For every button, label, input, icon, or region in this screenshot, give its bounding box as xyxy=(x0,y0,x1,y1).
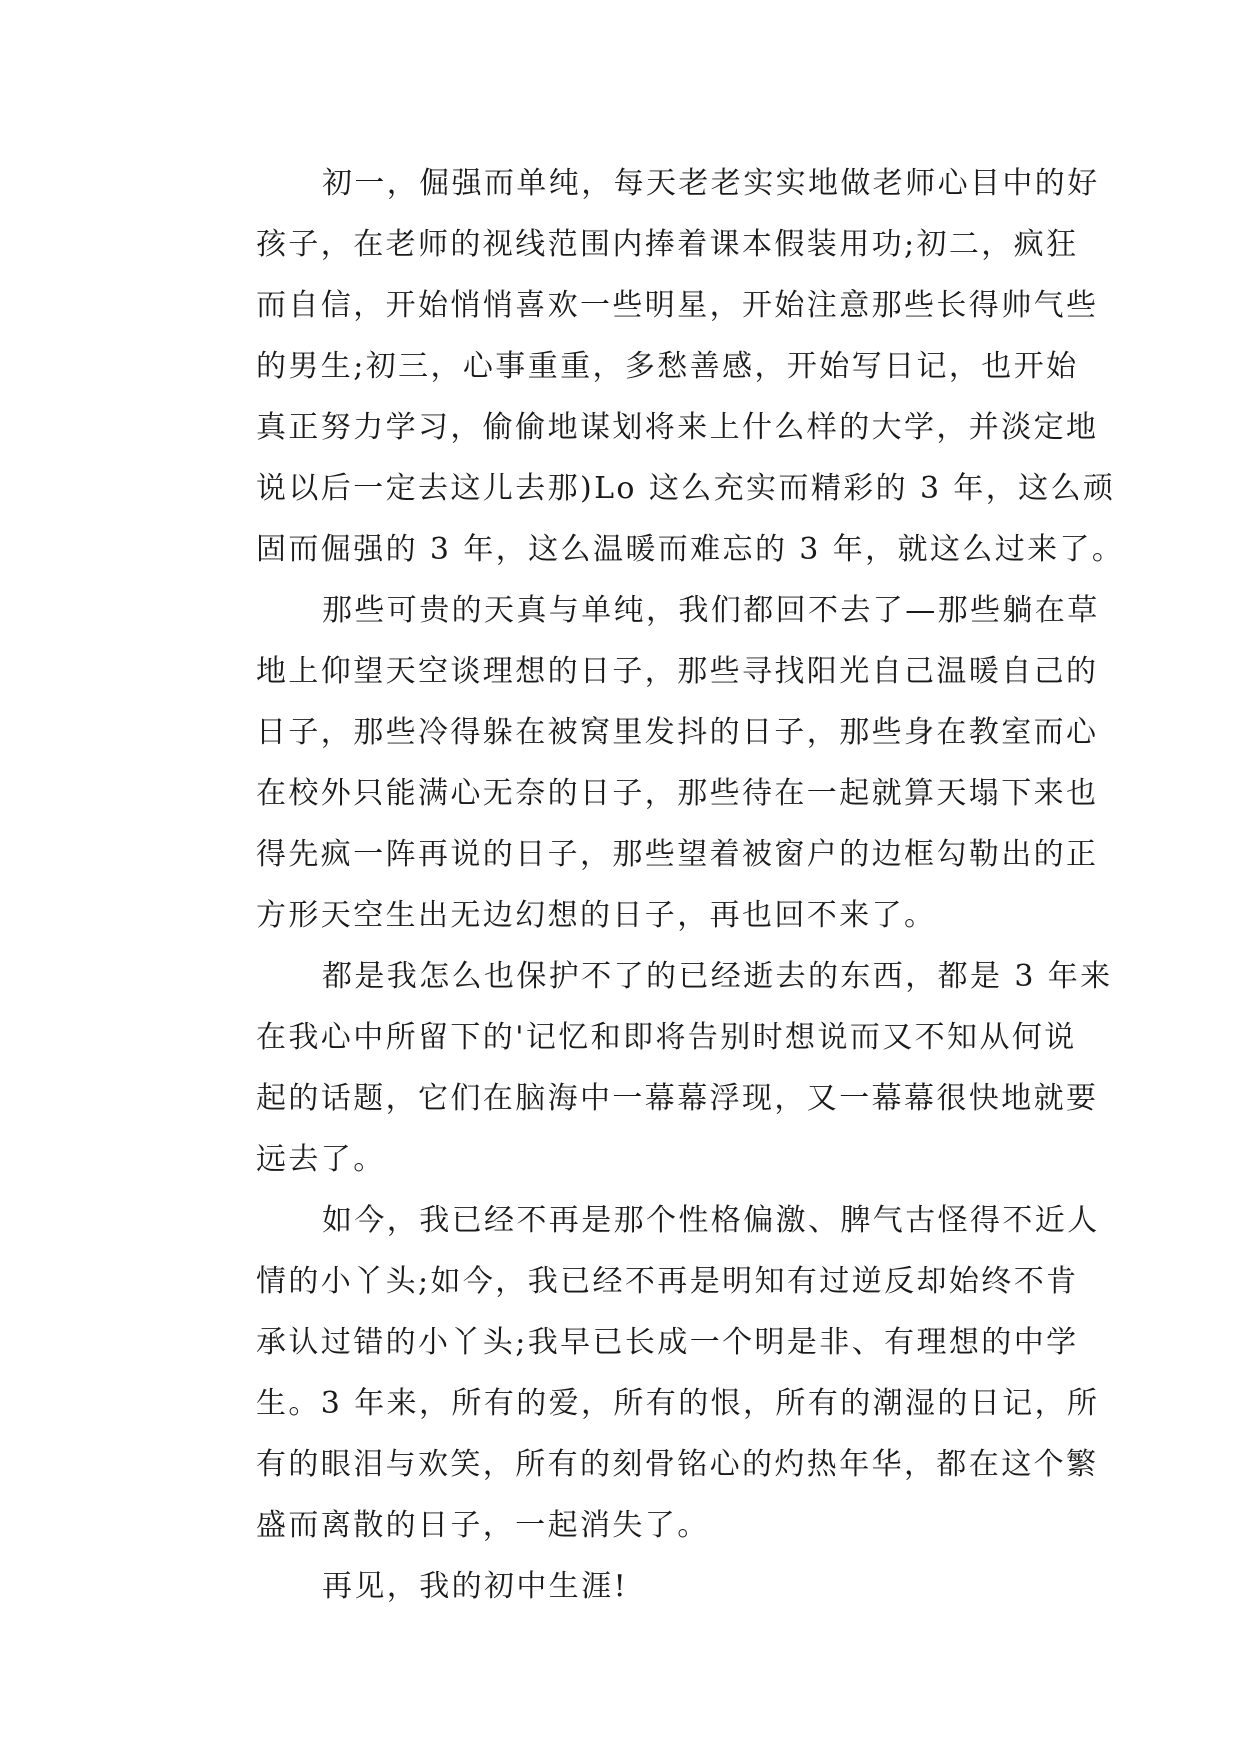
paragraph-4 xyxy=(190,1190,1100,1556)
text-line: 说以后一定去这儿去那)Lo 这么充实而精彩的 3 年，这么顽 xyxy=(256,471,1116,506)
text-line: 而自信，开始悄悄喜欢一些明星，开始注意那些长得帅气些 xyxy=(256,288,1099,323)
text-line: 盛而离散的日子，一起消失了。 xyxy=(256,1508,710,1543)
text-line: 的男生;初三，心事重重，多愁善感，开始写日记，也开始 xyxy=(256,349,1079,384)
text-line: 都是我怎么也保护不了的已经逝去的东西，都是 3 年来 xyxy=(322,959,1113,994)
text-line: 真正努力学习，偷偷地谋划将来上什么样的大学，并淡定地 xyxy=(256,410,1099,445)
text-line: 得先疯一阵再说的日子，那些望着被窗户的边框勾勒出的正 xyxy=(256,837,1099,872)
document-body xyxy=(190,153,1125,1617)
text-line: 在我心中所留下的'记忆和即将告别时想说而又不知从何说 xyxy=(256,1020,1077,1055)
text-line: 生。3 年来，所有的爱，所有的恨，所有的潮湿的日记，所 xyxy=(256,1386,1100,1421)
text-line: 初一，倔强而单纯，每天老老实实地做老师心目中的好 xyxy=(322,166,1100,201)
text-line: 如今，我已经不再是那个性格偏激、脾气古怪得不近人 xyxy=(322,1203,1100,1238)
paragraph-5 xyxy=(190,1556,1070,1617)
text-line: 情的小丫头;如今，我已经不再是明知有过逆反却始终不肯 xyxy=(256,1264,1079,1299)
text-line: 承认过错的小丫头;我早已长成一个明是非、有理想的中学 xyxy=(256,1325,1079,1360)
text-line: 远去了。 xyxy=(256,1142,386,1177)
paragraph-3 xyxy=(190,946,1113,1190)
text-line: 再见，我的初中生涯! xyxy=(322,1569,629,1604)
paragraph-2 xyxy=(190,580,1100,946)
text-line: 起的话题，它们在脑海中一幕幕浮现，又一幕幕很快地就要 xyxy=(256,1081,1099,1116)
text-line: 有的眼泪与欢笑，所有的刻骨铭心的灼热年华，都在这个繁 xyxy=(256,1447,1099,1482)
text-line: 固而倔强的 3 年，这么温暖而难忘的 3 年，就这么过来了。 xyxy=(256,532,1125,567)
text-line: 那些可贵的天真与单纯，我们都回不去了—那些躺在草 xyxy=(322,593,1100,628)
paragraph-1 xyxy=(190,153,1125,580)
text-line: 在校外只能满心无奈的日子，那些待在一起就算天塌下来也 xyxy=(256,776,1099,811)
text-line: 地上仰望天空谈理想的日子，那些寻找阳光自己温暖自己的 xyxy=(256,654,1099,689)
text-line: 日子，那些冷得躲在被窝里发抖的日子，那些身在教室而心 xyxy=(256,715,1099,750)
text-line: 方形天空生出无边幻想的日子，再也回不来了。 xyxy=(256,898,937,933)
text-line: 孩子，在老师的视线范围内捧着课本假装用功;初二，疯狂 xyxy=(256,227,1079,262)
